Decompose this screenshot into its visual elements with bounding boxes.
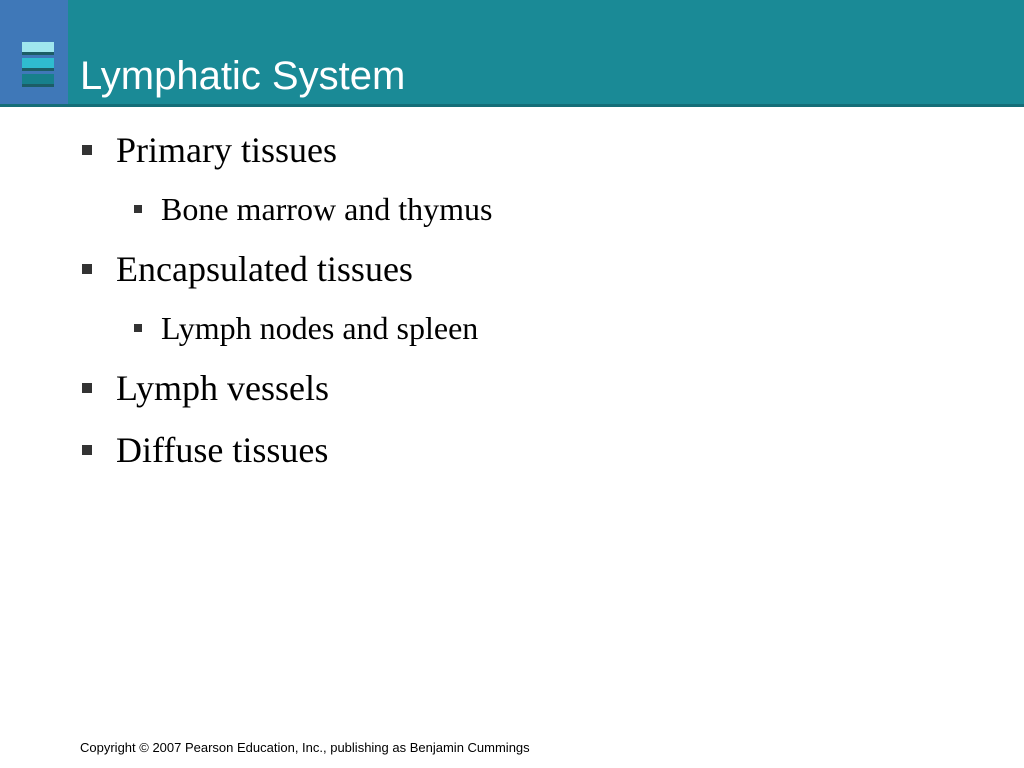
bullet-item (82, 128, 337, 172)
bullet-text: Lymph vessels (116, 368, 329, 408)
bullet-item (82, 428, 328, 472)
bullet-text: Lymph nodes and spleen (161, 310, 479, 346)
bullet-item (82, 247, 413, 291)
slide-title: Lymphatic System (80, 54, 406, 98)
square-bullet-icon (134, 205, 142, 213)
bullet-item (82, 366, 329, 410)
square-bullet-icon (82, 145, 92, 155)
bullet-text: Bone marrow and thymus (161, 191, 493, 227)
sub-bullet-item (134, 189, 493, 229)
copyright-footer: Copyright © 2007 Pearson Education, Inc., publishing as Benjamin Cummings (80, 740, 530, 755)
square-bullet-icon (82, 383, 92, 393)
sub-bullet-item (134, 308, 478, 348)
bullet-text: Encapsulated tissues (116, 249, 413, 289)
bullet-text: Primary tissues (116, 130, 337, 170)
square-bullet-icon (82, 264, 92, 274)
bullet-text: Diffuse tissues (116, 430, 329, 470)
square-bullet-icon (82, 445, 92, 455)
square-bullet-icon (134, 324, 142, 332)
